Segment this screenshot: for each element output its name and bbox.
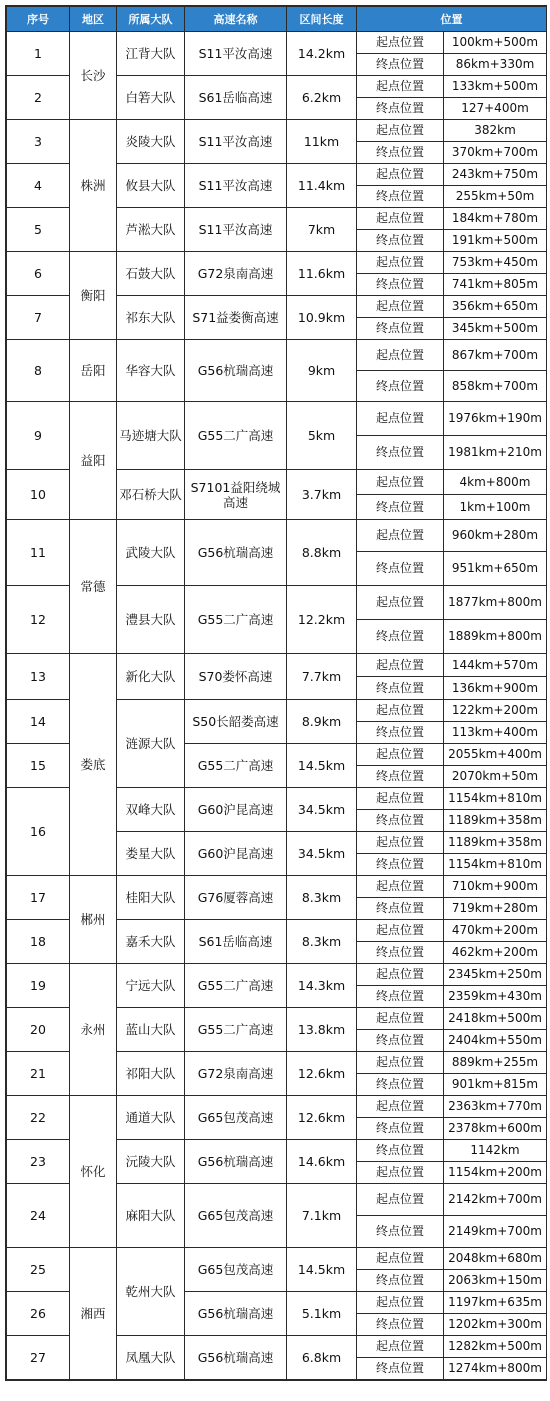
position-value: 2063km+150m (444, 1270, 547, 1292)
row-length: 14.5km (287, 1248, 357, 1292)
row-brigade: 华容大队 (117, 340, 185, 402)
row-brigade: 凤凰大队 (117, 1336, 185, 1380)
row-brigade: 麻阳大队 (117, 1184, 185, 1248)
row-length: 8.8km (287, 520, 357, 586)
row-index: 21 (7, 1052, 70, 1096)
end-position-label: 终点位置 (357, 986, 444, 1008)
position-value: 470km+200m (444, 920, 547, 942)
row-index: 12 (7, 586, 70, 654)
table-row (7, 340, 547, 371)
position-value: 127+400m (444, 98, 547, 120)
position-value: 86km+330m (444, 54, 547, 76)
position-value: 462km+200m (444, 942, 547, 964)
table-row (7, 876, 547, 898)
row-highway: G65包茂高速 (185, 1096, 287, 1140)
position-value: 858km+700m (444, 371, 547, 402)
row-highway: S11平汝高速 (185, 32, 287, 76)
row-highway: G56杭瑞高速 (185, 1336, 287, 1380)
end-position-label: 终点位置 (357, 1030, 444, 1052)
start-position-label: 起点位置 (357, 32, 444, 54)
position-value: 356km+650m (444, 296, 547, 318)
row-region: 湘西 (70, 1248, 117, 1380)
end-position-label: 终点位置 (357, 186, 444, 208)
table-row (7, 520, 547, 552)
end-position-label: 终点位置 (357, 552, 444, 586)
row-region: 郴州 (70, 876, 117, 964)
header-length: 区间长度 (287, 7, 357, 32)
row-length: 8.3km (287, 876, 357, 920)
start-position-label: 起点位置 (357, 1336, 444, 1358)
position-value: 1km+100m (444, 495, 547, 520)
table-row (7, 654, 547, 677)
row-length: 6.8km (287, 1336, 357, 1380)
row-highway: S11平汝高速 (185, 120, 287, 164)
end-position-label: 终点位置 (357, 677, 444, 700)
row-highway: G56杭瑞高速 (185, 520, 287, 586)
position-value: 1274km+800m (444, 1358, 547, 1380)
row-index: 10 (7, 470, 70, 520)
row-length: 34.5km (287, 832, 357, 876)
position-value: 2070km+50m (444, 766, 547, 788)
row-highway: S50长韶娄高速 (185, 700, 287, 744)
row-length: 9km (287, 340, 357, 402)
end-position-label: 终点位置 (357, 371, 444, 402)
row-length: 11km (287, 120, 357, 164)
row-highway: G72泉南高速 (185, 1052, 287, 1096)
position-value: 2142km+700m (444, 1184, 547, 1216)
start-position-label: 起点位置 (357, 252, 444, 274)
end-position-label: 终点位置 (357, 1314, 444, 1336)
start-position-label: 起点位置 (357, 340, 444, 371)
row-length: 5km (287, 402, 357, 470)
row-length: 13.8km (287, 1008, 357, 1052)
end-position-label: 终点位置 (357, 722, 444, 744)
end-position-label: 终点位置 (357, 1140, 444, 1162)
position-value: 710km+900m (444, 876, 547, 898)
position-value: 2378km+600m (444, 1118, 547, 1140)
position-value: 2404km+550m (444, 1030, 547, 1052)
row-length: 14.2km (287, 32, 357, 76)
row-highway: G65包茂高速 (185, 1248, 287, 1292)
position-value: 133km+500m (444, 76, 547, 98)
row-brigade: 武陵大队 (117, 520, 185, 586)
end-position-label: 终点位置 (357, 436, 444, 470)
row-length: 11.6km (287, 252, 357, 296)
row-brigade: 祁东大队 (117, 296, 185, 340)
row-index: 18 (7, 920, 70, 964)
start-position-label: 起点位置 (357, 164, 444, 186)
position-value: 2048km+680m (444, 1248, 547, 1270)
row-region: 株洲 (70, 120, 117, 252)
row-index: 7 (7, 296, 70, 340)
position-value: 345km+500m (444, 318, 547, 340)
row-index: 5 (7, 208, 70, 252)
end-position-label: 终点位置 (357, 898, 444, 920)
start-position-label: 起点位置 (357, 470, 444, 495)
start-position-label: 起点位置 (357, 1184, 444, 1216)
header-brigade: 所属大队 (117, 7, 185, 32)
row-highway: G76厦蓉高速 (185, 876, 287, 920)
row-region: 益阳 (70, 402, 117, 520)
position-value: 1877km+800m (444, 586, 547, 620)
row-brigade: 新化大队 (117, 654, 185, 700)
row-highway: G56杭瑞高速 (185, 340, 287, 402)
row-highway: S71益娄衡高速 (185, 296, 287, 340)
row-highway: G60沪昆高速 (185, 832, 287, 876)
row-index: 11 (7, 520, 70, 586)
end-position-label: 终点位置 (357, 142, 444, 164)
position-value: 1189km+358m (444, 832, 547, 854)
end-position-label: 终点位置 (357, 942, 444, 964)
row-length: 12.6km (287, 1096, 357, 1140)
table-row (7, 120, 547, 142)
row-highway: S11平汝高速 (185, 164, 287, 208)
row-index: 4 (7, 164, 70, 208)
row-index: 20 (7, 1008, 70, 1052)
road-section-table (6, 6, 547, 1380)
end-position-label: 终点位置 (357, 1270, 444, 1292)
position-value: 382km (444, 120, 547, 142)
start-position-label: 起点位置 (357, 1052, 444, 1074)
row-brigade: 澧县大队 (117, 586, 185, 654)
row-index: 13 (7, 654, 70, 700)
position-value: 753km+450m (444, 252, 547, 274)
position-value: 113km+400m (444, 722, 547, 744)
position-value: 370km+700m (444, 142, 547, 164)
table-row (7, 402, 547, 436)
row-index: 26 (7, 1292, 70, 1336)
position-value: 1154km+810m (444, 854, 547, 876)
row-index: 8 (7, 340, 70, 402)
row-region: 常德 (70, 520, 117, 654)
position-value: 741km+805m (444, 274, 547, 296)
row-length: 3.7km (287, 470, 357, 520)
end-position-label: 终点位置 (357, 1216, 444, 1248)
position-value: 122km+200m (444, 700, 547, 722)
row-index: 16 (7, 788, 70, 876)
position-value: 243km+750m (444, 164, 547, 186)
row-index: 27 (7, 1336, 70, 1380)
row-index: 17 (7, 876, 70, 920)
position-value: 889km+255m (444, 1052, 547, 1074)
position-value: 2363km+770m (444, 1096, 547, 1118)
row-region: 衡阳 (70, 252, 117, 340)
header-highway: 高速名称 (185, 7, 287, 32)
start-position-label: 起点位置 (357, 832, 444, 854)
end-position-label: 终点位置 (357, 318, 444, 340)
row-length: 12.6km (287, 1052, 357, 1096)
position-value: 191km+500m (444, 230, 547, 252)
row-highway: S7101益阳绕城高速 (185, 470, 287, 520)
start-position-label: 起点位置 (357, 120, 444, 142)
row-highway: S70娄怀高速 (185, 654, 287, 700)
end-position-label: 终点位置 (357, 766, 444, 788)
table-row (7, 252, 547, 274)
start-position-label: 起点位置 (357, 700, 444, 722)
row-region: 岳阳 (70, 340, 117, 402)
position-value: 1202km+300m (444, 1314, 547, 1336)
row-index: 6 (7, 252, 70, 296)
table-body (7, 32, 547, 1380)
position-value: 867km+700m (444, 340, 547, 371)
start-position-label: 起点位置 (357, 1008, 444, 1030)
position-value: 144km+570m (444, 654, 547, 677)
row-highway: G55二广高速 (185, 402, 287, 470)
row-highway: G60沪昆高速 (185, 788, 287, 832)
table-row (7, 964, 547, 986)
position-value: 2359km+430m (444, 986, 547, 1008)
start-position-label: 起点位置 (357, 744, 444, 766)
row-length: 11.4km (287, 164, 357, 208)
position-value: 255km+50m (444, 186, 547, 208)
position-value: 2345km+250m (444, 964, 547, 986)
row-index: 22 (7, 1096, 70, 1140)
start-position-label: 起点位置 (357, 654, 444, 677)
position-value: 1981km+210m (444, 436, 547, 470)
start-position-label: 起点位置 (357, 1248, 444, 1270)
row-brigade: 祁阳大队 (117, 1052, 185, 1096)
start-position-label: 起点位置 (357, 208, 444, 230)
row-highway: S11平汝高速 (185, 208, 287, 252)
row-brigade: 蓝山大队 (117, 1008, 185, 1052)
start-position-label: 起点位置 (357, 1096, 444, 1118)
row-brigade: 马迹塘大队 (117, 402, 185, 470)
end-position-label: 终点位置 (357, 98, 444, 120)
header-position: 位置 (357, 7, 547, 32)
row-region: 怀化 (70, 1096, 117, 1248)
position-value: 960km+280m (444, 520, 547, 552)
end-position-label: 终点位置 (357, 495, 444, 520)
row-brigade: 邓石桥大队 (117, 470, 185, 520)
row-region: 娄底 (70, 654, 117, 876)
row-highway: G55二广高速 (185, 586, 287, 654)
row-length: 7.1km (287, 1184, 357, 1248)
position-value: 1142km (444, 1140, 547, 1162)
row-length: 5.1km (287, 1292, 357, 1336)
row-highway: G72泉南高速 (185, 252, 287, 296)
start-position-label: 起点位置 (357, 964, 444, 986)
row-length: 12.2km (287, 586, 357, 654)
end-position-label: 终点位置 (357, 810, 444, 832)
table-header-row (7, 7, 547, 32)
row-length: 10.9km (287, 296, 357, 340)
row-index: 3 (7, 120, 70, 164)
position-value: 1889km+800m (444, 620, 547, 654)
start-position-label: 起点位置 (357, 876, 444, 898)
start-position-label: 起点位置 (357, 1292, 444, 1314)
row-index: 25 (7, 1248, 70, 1292)
position-value: 184km+780m (444, 208, 547, 230)
position-value: 951km+650m (444, 552, 547, 586)
row-length: 34.5km (287, 788, 357, 832)
position-value: 1154km+810m (444, 788, 547, 810)
position-value: 901km+815m (444, 1074, 547, 1096)
road-section-table-container (5, 5, 547, 1381)
row-length: 14.3km (287, 964, 357, 1008)
row-brigade: 通道大队 (117, 1096, 185, 1140)
end-position-label: 终点位置 (357, 274, 444, 296)
start-position-label: 起点位置 (357, 296, 444, 318)
position-value: 100km+500m (444, 32, 547, 54)
row-highway: G56杭瑞高速 (185, 1140, 287, 1184)
row-highway: S61岳临高速 (185, 76, 287, 120)
row-highway: G65包茂高速 (185, 1184, 287, 1248)
row-length: 7.7km (287, 654, 357, 700)
start-position-label: 起点位置 (357, 920, 444, 942)
header-region: 地区 (70, 7, 117, 32)
row-highway: G55二广高速 (185, 964, 287, 1008)
row-region: 长沙 (70, 32, 117, 120)
start-position-label: 起点位置 (357, 788, 444, 810)
row-brigade: 双峰大队 (117, 788, 185, 832)
end-position-label: 终点位置 (357, 1118, 444, 1140)
row-brigade: 芦淞大队 (117, 208, 185, 252)
position-value: 1189km+358m (444, 810, 547, 832)
position-value: 719km+280m (444, 898, 547, 920)
row-brigade: 石鼓大队 (117, 252, 185, 296)
position-value: 4km+800m (444, 470, 547, 495)
row-length: 8.3km (287, 920, 357, 964)
end-position-label: 终点位置 (357, 1074, 444, 1096)
start-position-label: 起点位置 (357, 402, 444, 436)
end-position-label: 终点位置 (357, 1358, 444, 1380)
row-highway: G56杭瑞高速 (185, 1292, 287, 1336)
row-index: 1 (7, 32, 70, 76)
header-index: 序号 (7, 7, 70, 32)
table-row (7, 1248, 547, 1270)
position-value: 1154km+200m (444, 1162, 547, 1184)
position-value: 1282km+500m (444, 1336, 547, 1358)
row-brigade: 炎陵大队 (117, 120, 185, 164)
row-brigade: 桂阳大队 (117, 876, 185, 920)
row-brigade: 白箬大队 (117, 76, 185, 120)
position-value: 1976km+190m (444, 402, 547, 436)
row-length: 8.9km (287, 700, 357, 744)
position-value: 136km+900m (444, 677, 547, 700)
row-brigade: 乾州大队 (117, 1248, 185, 1336)
row-brigade: 宁远大队 (117, 964, 185, 1008)
table-row (7, 1096, 547, 1118)
row-brigade: 娄星大队 (117, 832, 185, 876)
start-position-label: 起点位置 (357, 586, 444, 620)
end-position-label: 终点位置 (357, 854, 444, 876)
row-index: 14 (7, 700, 70, 744)
row-highway: G55二广高速 (185, 1008, 287, 1052)
start-position-label: 起点位置 (357, 520, 444, 552)
row-brigade: 嘉禾大队 (117, 920, 185, 964)
row-length: 14.6km (287, 1140, 357, 1184)
row-highway: S61岳临高速 (185, 920, 287, 964)
end-position-label: 终点位置 (357, 620, 444, 654)
row-index: 9 (7, 402, 70, 470)
position-value: 2418km+500m (444, 1008, 547, 1030)
start-position-label: 起点位置 (357, 76, 444, 98)
row-brigade: 沅陵大队 (117, 1140, 185, 1184)
row-region: 永州 (70, 964, 117, 1096)
end-position-label: 终点位置 (357, 54, 444, 76)
row-length: 6.2km (287, 76, 357, 120)
start-position-label: 起点位置 (357, 1162, 444, 1184)
row-index: 19 (7, 964, 70, 1008)
row-length: 14.5km (287, 744, 357, 788)
position-value: 2149km+700m (444, 1216, 547, 1248)
row-brigade: 江背大队 (117, 32, 185, 76)
position-value: 2055km+400m (444, 744, 547, 766)
row-index: 2 (7, 76, 70, 120)
row-index: 24 (7, 1184, 70, 1248)
row-brigade: 攸县大队 (117, 164, 185, 208)
table-row (7, 32, 547, 54)
row-length: 7km (287, 208, 357, 252)
row-index: 15 (7, 744, 70, 788)
row-brigade: 涟源大队 (117, 700, 185, 788)
row-index: 23 (7, 1140, 70, 1184)
end-position-label: 终点位置 (357, 230, 444, 252)
position-value: 1197km+635m (444, 1292, 547, 1314)
row-highway: G55二广高速 (185, 744, 287, 788)
